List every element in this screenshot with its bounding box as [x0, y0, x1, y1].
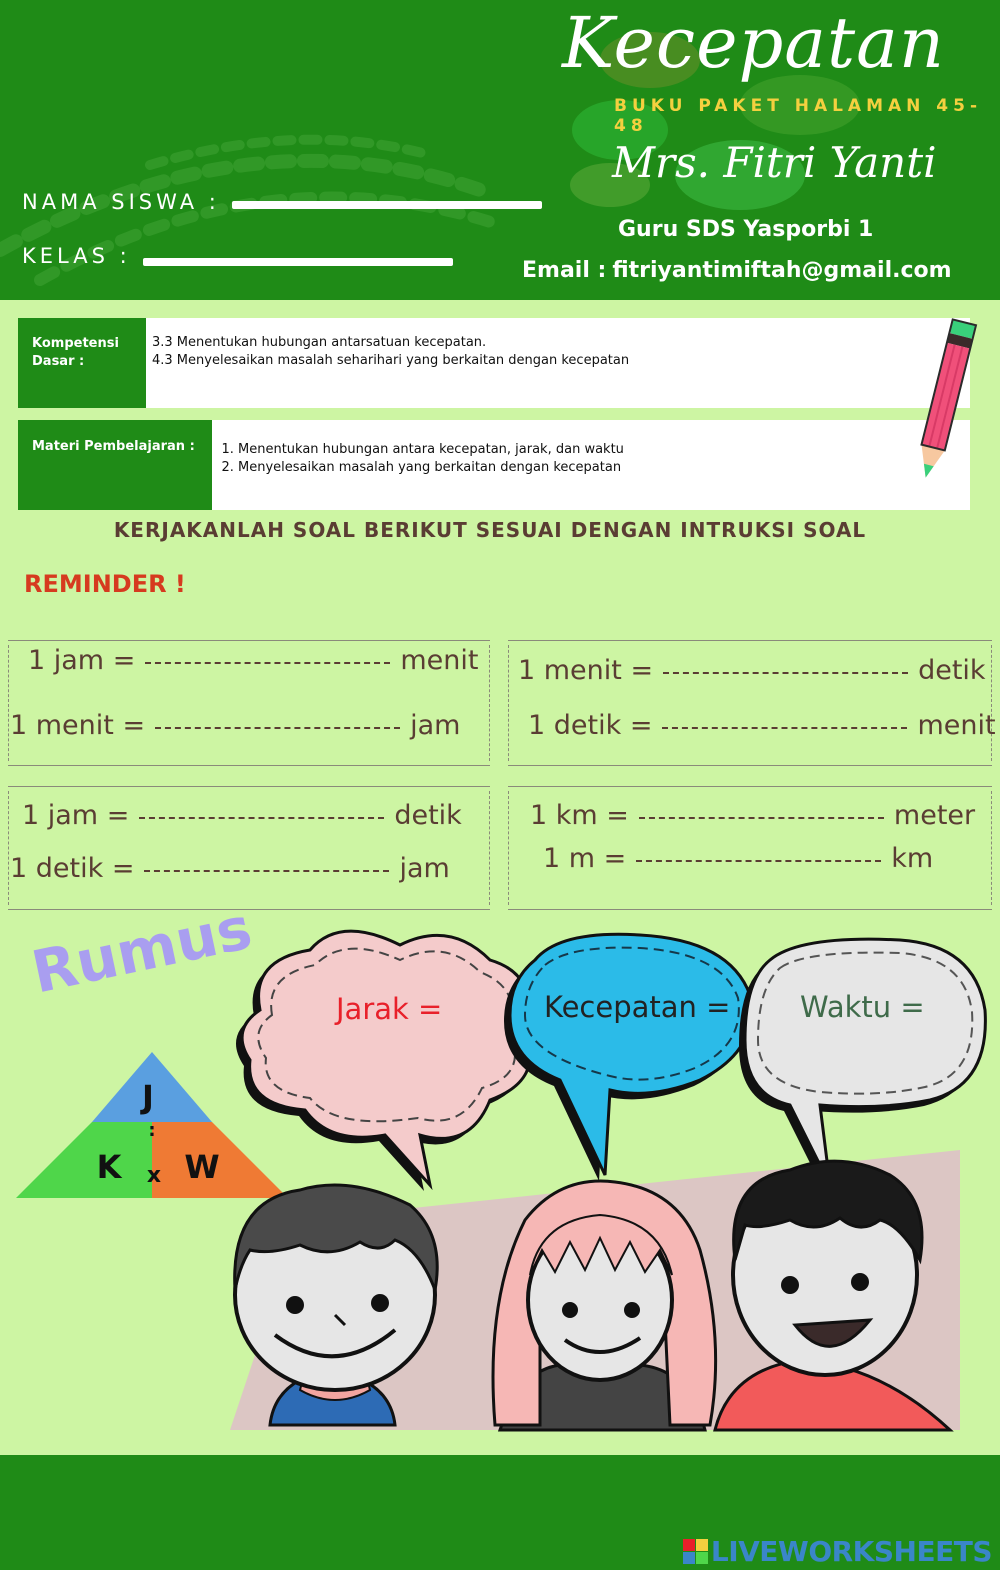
- footer-bar: [0, 1455, 1000, 1570]
- student-name-field[interactable]: [232, 201, 542, 209]
- answer-blank[interactable]: [636, 858, 881, 862]
- instruction-heading: KERJAKANLAH SOAL BERIKUT SESUAI DENGAN INTRUKSI SOAL: [113, 518, 867, 542]
- conversion-unit: menit: [400, 645, 479, 676]
- rumus-heading: Rumus: [26, 893, 258, 1007]
- conversion-left: 1 km =: [530, 800, 629, 831]
- answer-blank[interactable]: [155, 725, 400, 729]
- pencil-icon: [905, 315, 985, 490]
- liveworksheets-logo[interactable]: [683, 1535, 992, 1568]
- conversion-row: [543, 843, 933, 874]
- conversion-row: [518, 655, 986, 686]
- answer-blank[interactable]: [145, 660, 390, 664]
- conversion-unit: jam: [399, 853, 450, 884]
- conversion-unit: detik: [918, 655, 986, 686]
- header-banner: [0, 0, 1000, 300]
- materi-label: Materi Pembelajaran :: [18, 420, 212, 510]
- textbook-reference: BUKU PAKET HALAMAN 45-48: [614, 96, 983, 136]
- logo-blocks-icon: [683, 1539, 708, 1564]
- triangle-left-letter: K: [96, 1148, 122, 1186]
- conversion-unit: km: [891, 843, 934, 874]
- conversion-left: 1 detik =: [10, 853, 135, 884]
- times-sign: x: [146, 1163, 162, 1188]
- conversion-unit: jam: [410, 710, 461, 741]
- kompetensi-label: Kompetensi Dasar :: [18, 318, 146, 408]
- kompetensi-item: 3.3 Menentukan hubungan antarsatuan kecepatan.: [152, 335, 487, 350]
- class-label: KELAS :: [22, 244, 131, 268]
- reminder-heading: REMINDER !: [24, 570, 186, 598]
- conversion-left: 1 menit =: [518, 655, 654, 686]
- conversion-unit: detik: [394, 800, 462, 831]
- kecepatan-formula-label: Kecepatan =: [544, 990, 731, 1024]
- answer-blank[interactable]: [139, 815, 384, 819]
- conversion-left: 1 menit =: [10, 710, 146, 741]
- conversion-row: [10, 853, 450, 884]
- class-field[interactable]: [143, 258, 453, 266]
- conversion-row: [28, 645, 478, 676]
- conversion-left: 1 jam =: [22, 800, 130, 831]
- conversion-row: [10, 710, 460, 741]
- email-address: fitriyantimiftah@gmail.com: [612, 258, 952, 283]
- answer-blank[interactable]: [662, 725, 907, 729]
- materi-items: [222, 441, 902, 477]
- divide-sign: :: [148, 1120, 156, 1141]
- worksheet-title: Kecepatan: [562, 2, 945, 84]
- answer-blank[interactable]: [663, 670, 908, 674]
- email-label: Email :: [522, 258, 607, 283]
- conversion-unit: meter: [893, 800, 976, 831]
- brand-name: LIVEWORKSHEETS: [710, 1535, 992, 1568]
- school-name: Guru SDS Yasporbi 1: [618, 217, 874, 242]
- conversion-left: 1 jam =: [28, 645, 136, 676]
- conversion-row: [528, 710, 996, 741]
- answer-blank[interactable]: [639, 815, 884, 819]
- conversion-unit: menit: [917, 710, 996, 741]
- answer-blank[interactable]: [144, 868, 389, 872]
- conversion-row: [22, 800, 462, 831]
- materi-item: 1. Menentukan hubungan antara kecepatan, jarak, dan waktu: [238, 441, 902, 459]
- conversion-row: [530, 800, 975, 831]
- student-name-label: NAMA SISWA :: [22, 190, 220, 214]
- jarak-bubble: [236, 931, 530, 1191]
- conversion-left: 1 m =: [543, 843, 627, 874]
- kompetensi-item: 4.3 Menyelesaikan masalah seharihari yang berkaitan dengan kecepatan: [152, 353, 630, 368]
- triangle-right-letter: W: [184, 1148, 220, 1186]
- kompetensi-items: [152, 334, 912, 370]
- girl-middle-illustration: [493, 1181, 716, 1430]
- author-signature: Mrs. Fitri Yanti: [612, 138, 937, 187]
- email-line: [522, 258, 952, 283]
- triangle-top-letter: J: [142, 1078, 154, 1116]
- waktu-formula-label: Waktu =: [800, 990, 925, 1024]
- jarak-formula-label: Jarak =: [336, 992, 443, 1026]
- materi-item: 2. Menyelesaikan masalah yang berkaitan dengan kecepatan: [238, 459, 902, 477]
- kecepatan-bubble: [504, 934, 751, 1181]
- conversion-left: 1 detik =: [528, 710, 653, 741]
